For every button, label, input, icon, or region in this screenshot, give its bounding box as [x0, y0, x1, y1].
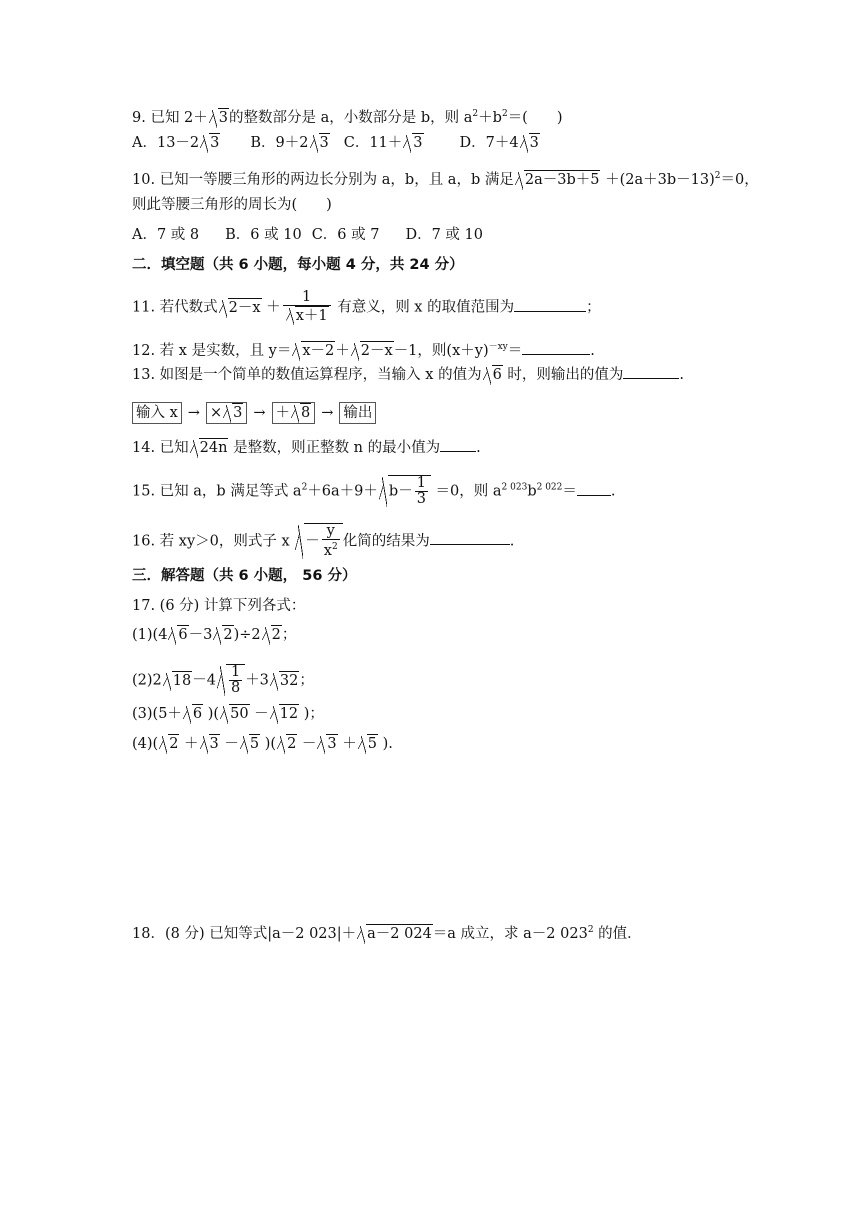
- question-14: 14. 已知 24n 是整数，则正整数 n 的最小值为 .: [132, 440, 481, 456]
- flow-diagram: [132, 402, 376, 424]
- question-10: 10. 已知一等腰三角形的两边长分别为 a，b，且 a，b 满足 $2a-3b+5 +(2a+3b-13)^2=0$，: [132, 171, 759, 188]
- arrow-icon: →: [253, 405, 266, 421]
- q17-item-1: (1)(4 6－3 2)÷2 2；: [132, 627, 297, 643]
- question-16: 16. 若 xy＞0，则式子 x － $\frac{y}{x^2}$ 化简的结果为 .: [132, 523, 515, 559]
- q9-option-d: D．7＋4 3: [459, 135, 539, 151]
- q10-option-a: A．7 或 8: [132, 227, 200, 243]
- q10-option-d: D．7 或 10: [405, 227, 483, 243]
- flow-multiply-box: × 3: [206, 402, 247, 424]
- question-11: 11. 若代数式 2－x ＋ $\frac{1}{x+1}$ 有意义，则 x 的取值范围为 ；: [132, 289, 601, 324]
- question-13: 13. 如图是一个简单的数值运算程序，当输入 x 的值为 6 时，则输出的值为 .: [132, 367, 685, 383]
- question-18: 18．(8 分) 已知等式|a－2 023|＋ a－2 024＝a 成立，求 a－2 $023^2$ 的值．: [132, 925, 642, 942]
- flow-input-box: 输入 x: [132, 402, 182, 424]
- q9-option-a: A．13－2 3: [132, 135, 220, 151]
- flow-add-box: ＋ 8: [272, 402, 316, 424]
- question-15: 15. 已知 a，b 满足等式 $a^2+6a+9+ b-$ $\frac{1}{3}$ ＝0，则 $a^{2 023}b^{2 022}=$ .: [132, 475, 616, 507]
- question-12: 12. 若 x 是实数，且 y＝ x－2＋ 2－x－1，则$(x+y)^{-xy}=$ .: [132, 342, 595, 359]
- q9-options: [132, 133, 540, 153]
- section-2-heading: 二．填空题（共 6 小题，每小题 4 分，共 24 分）: [132, 257, 464, 273]
- q9-option-b: B．9＋2 3: [250, 135, 329, 151]
- q17-item-3: (3)(5＋ 6 )( 50 － 12 )；: [132, 706, 324, 722]
- q17-item-2: (2)2 18－4 $\frac{1}{8}$ ＋3 32；: [132, 664, 314, 696]
- q9-text: 9. 已知 2＋ 3的整数部分是 a，小数部分是 b，则 $a^2+b^2=$( ): [132, 109, 563, 126]
- q9-option-c: C．11＋ 3: [343, 135, 423, 151]
- flow-output-box: 输出: [339, 402, 376, 424]
- q10-option-b: B．6 或 10: [225, 227, 302, 243]
- q17-item-4: (4)( 2 ＋ 3 － 5 )( 2 － 3 ＋ 5 ).: [132, 736, 393, 752]
- arrow-icon: →: [187, 405, 200, 421]
- q10-line2: 则此等腰三角形的周长为( ): [132, 197, 332, 213]
- section-3-heading: 三．解答题（共 6 小题， 56 分）: [132, 568, 357, 584]
- q10-option-c: C．6 或 7: [311, 227, 380, 243]
- q10-options: [132, 225, 483, 245]
- question-9: [132, 104, 563, 128]
- arrow-icon: →: [321, 405, 334, 421]
- q17-heading: 17. (6 分) 计算下列各式：: [132, 598, 306, 614]
